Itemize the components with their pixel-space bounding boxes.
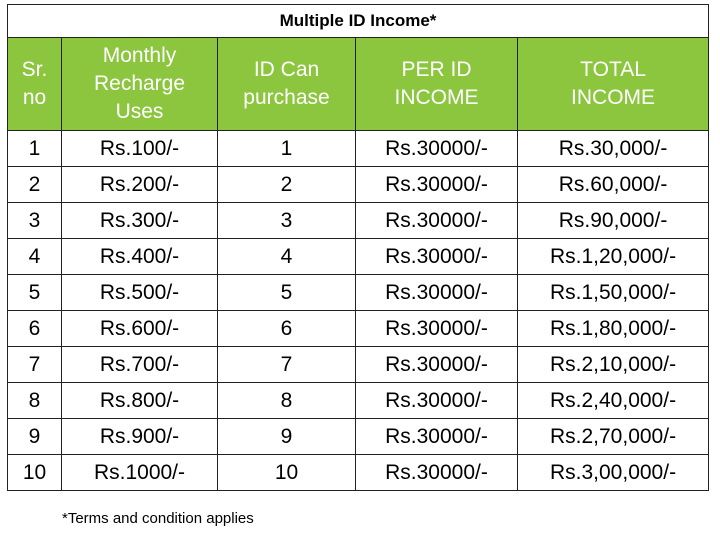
total-income-cell: Rs.90,000/-: [518, 203, 709, 239]
total-income-cell: Rs.3,00,000/-: [518, 455, 709, 491]
monthly-recharge-cell: Rs.300/-: [62, 203, 218, 239]
per-id-income-cell: Rs.30000/-: [356, 419, 518, 455]
total-income-cell: Rs.1,80,000/-: [518, 311, 709, 347]
table-row: [8, 131, 709, 167]
per-id-income-cell: Rs.30000/-: [356, 383, 518, 419]
total-income-cell: Rs.60,000/-: [518, 167, 709, 203]
id-count-cell: 7: [218, 347, 356, 383]
sr-no-cell: 5: [8, 275, 62, 311]
header-line: TOTAL: [580, 58, 646, 81]
income-table: [7, 4, 709, 491]
per-id-income-cell: Rs.30000/-: [356, 275, 518, 311]
sr-no-cell: 2: [8, 167, 62, 203]
table-row: [8, 311, 709, 347]
header-per-id-income: [356, 38, 518, 131]
header-line: ID Can: [253, 58, 320, 81]
per-id-income-cell: Rs.30000/-: [356, 203, 518, 239]
id-count-cell: 8: [218, 383, 356, 419]
monthly-recharge-cell: Rs.200/-: [62, 167, 218, 203]
per-id-income-cell: Rs.30000/-: [356, 347, 518, 383]
id-count-cell: 4: [218, 239, 356, 275]
total-income-cell: Rs.1,20,000/-: [518, 239, 709, 275]
header-line: Sr.: [21, 58, 48, 81]
table-row: [8, 239, 709, 275]
per-id-income-cell: Rs.30000/-: [356, 131, 518, 167]
per-id-income-cell: Rs.30000/-: [356, 167, 518, 203]
monthly-recharge-cell: Rs.1000/-: [62, 455, 218, 491]
table-row: [8, 383, 709, 419]
monthly-recharge-cell: Rs.800/-: [62, 383, 218, 419]
id-count-cell: 5: [218, 275, 356, 311]
id-count-cell: 1: [218, 131, 356, 167]
sr-no-cell: 1: [8, 131, 62, 167]
header-line: Uses: [115, 100, 164, 123]
header-row: [8, 38, 709, 131]
total-income-cell: Rs.1,50,000/-: [518, 275, 709, 311]
id-count-cell: 9: [218, 419, 356, 455]
header-line: Monthly: [102, 44, 177, 67]
table-row: [8, 455, 709, 491]
per-id-income-cell: Rs.30000/-: [356, 455, 518, 491]
table-row: [8, 203, 709, 239]
id-count-cell: 3: [218, 203, 356, 239]
table-row: [8, 167, 709, 203]
id-count-cell: 2: [218, 167, 356, 203]
header-line: Recharge: [93, 72, 186, 95]
sr-no-cell: 10: [8, 455, 62, 491]
sr-no-cell: 4: [8, 239, 62, 275]
sr-no-cell: 7: [8, 347, 62, 383]
sr-no-cell: 6: [8, 311, 62, 347]
terms-footnote: *Terms and condition applies: [62, 510, 254, 527]
header-sr-no: [8, 38, 62, 131]
title-row: [8, 5, 709, 38]
header-line: purchase: [243, 86, 330, 109]
monthly-recharge-cell: Rs.100/-: [62, 131, 218, 167]
header-line: INCOME: [394, 86, 479, 109]
header-total-income: [518, 38, 709, 131]
monthly-recharge-cell: Rs.400/-: [62, 239, 218, 275]
sr-no-cell: 8: [8, 383, 62, 419]
table-row: [8, 419, 709, 455]
table-row: [8, 347, 709, 383]
header-line: INCOME: [571, 86, 656, 109]
total-income-cell: Rs.2,70,000/-: [518, 419, 709, 455]
id-count-cell: 6: [218, 311, 356, 347]
monthly-recharge-cell: Rs.500/-: [62, 275, 218, 311]
table-title: Multiple ID Income*: [8, 5, 709, 38]
per-id-income-cell: Rs.30000/-: [356, 311, 518, 347]
sr-no-cell: 3: [8, 203, 62, 239]
total-income-cell: Rs.2,10,000/-: [518, 347, 709, 383]
monthly-recharge-cell: Rs.700/-: [62, 347, 218, 383]
monthly-recharge-cell: Rs.600/-: [62, 311, 218, 347]
per-id-income-cell: Rs.30000/-: [356, 239, 518, 275]
total-income-cell: Rs.2,40,000/-: [518, 383, 709, 419]
id-count-cell: 10: [218, 455, 356, 491]
header-id-can-purchase: [218, 38, 356, 131]
monthly-recharge-cell: Rs.900/-: [62, 419, 218, 455]
total-income-cell: Rs.30,000/-: [518, 131, 709, 167]
header-line: no: [22, 86, 47, 109]
header-line: PER ID: [401, 58, 472, 81]
header-monthly-recharge-uses: [62, 38, 218, 131]
table-row: [8, 275, 709, 311]
sr-no-cell: 9: [8, 419, 62, 455]
